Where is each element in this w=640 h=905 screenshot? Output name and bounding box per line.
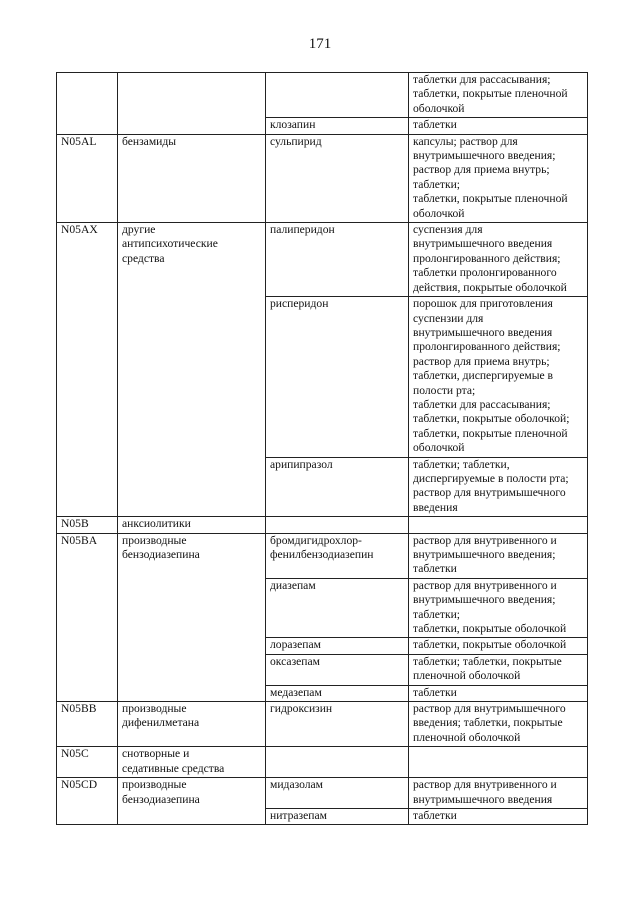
dosage-form-cell: таблетки; таблетки, покрытые пленочной оболочкой	[409, 654, 588, 685]
dosage-form-cell: таблетки	[409, 118, 588, 134]
drug-cell: лоразепам	[266, 638, 409, 654]
drug-cell	[266, 73, 409, 118]
table-row	[57, 778, 588, 809]
group-cell	[118, 73, 266, 135]
dosage-form-cell: раствор для внутривенного и внутримышечного введения; таблетки	[409, 533, 588, 578]
group-cell: снотворные и седативные средства	[118, 747, 266, 778]
dosage-form-cell: раствор для внутримышечного введения; таблетки, покрытые пленочной оболочкой	[409, 702, 588, 747]
drug-cell: рисперидон	[266, 297, 409, 457]
table-row	[57, 747, 588, 778]
group-cell: производные бензодиазепина	[118, 778, 266, 825]
page-number: 171	[308, 36, 332, 52]
atc-code-cell: N05AL	[57, 134, 118, 222]
dosage-form-cell: таблетки	[409, 685, 588, 701]
drug-table	[56, 72, 588, 825]
drug-cell: диазепам	[266, 578, 409, 638]
atc-code-cell: N05AX	[57, 223, 118, 517]
drug-cell	[266, 517, 409, 533]
group-cell: бензамиды	[118, 134, 266, 222]
atc-code-cell: N05BA	[57, 533, 118, 701]
group-cell: другие антипсихотические средства	[118, 223, 266, 517]
drug-cell: нитразепам	[266, 808, 409, 824]
dosage-form-cell: раствор для внутривенного и внутримышечного введения; таблетки; таблетки, покрытые оболочкой	[409, 578, 588, 638]
dosage-form-cell: таблетки, покрытые оболочкой	[409, 638, 588, 654]
drug-cell: мидазолам	[266, 778, 409, 809]
atc-code-cell: N05C	[57, 747, 118, 778]
drug-cell: арипипразол	[266, 457, 409, 517]
atc-code-cell: N05CD	[57, 778, 118, 825]
table-row	[57, 73, 588, 118]
table-row	[57, 223, 588, 297]
drug-cell: медазепам	[266, 685, 409, 701]
dosage-form-cell: раствор для внутривенного и внутримышечного введения	[409, 778, 588, 809]
dosage-form-cell: порошок для приготовления суспензии для внутримышечного введения пролонгированного действия; раствор для приема внутрь; таблетки, диспергируемые в полости рта; таблетки для рассасывания; таблетки, покрытые оболочкой; таблетки, покрытые пленочной оболочкой	[409, 297, 588, 457]
drug-cell: оксазепам	[266, 654, 409, 685]
group-cell: анксиолитики	[118, 517, 266, 533]
drug-cell: бромдигидрохлор- фенилбензодиазепин	[266, 533, 409, 578]
table-row	[57, 702, 588, 747]
dosage-form-cell: капсулы; раствор для внутримышечного введения; раствор для приема внутрь; таблетки; таблетки, покрытые пленочной оболочкой	[409, 134, 588, 222]
dosage-form-cell: таблетки	[409, 808, 588, 824]
drug-cell	[266, 747, 409, 778]
drug-cell: палиперидон	[266, 223, 409, 297]
drug-cell: гидроксизин	[266, 702, 409, 747]
drug-cell: сульпирид	[266, 134, 409, 222]
atc-code-cell: N05B	[57, 517, 118, 533]
atc-code-cell	[57, 73, 118, 135]
dosage-form-cell: таблетки; таблетки, диспергируемые в полости рта; раствор для внутримышечного введения	[409, 457, 588, 517]
dosage-form-cell	[409, 517, 588, 533]
table-row	[57, 517, 588, 533]
atc-code-cell: N05BB	[57, 702, 118, 747]
dosage-form-cell	[409, 747, 588, 778]
group-cell: производные дифенилметана	[118, 702, 266, 747]
dosage-form-cell: таблетки для рассасывания; таблетки, покрытые пленочной оболочкой	[409, 73, 588, 118]
table-row	[57, 134, 588, 222]
dosage-form-cell: суспензия для внутримышечного введения пролонгированного действия; таблетки пролонгированного действия, покрытые оболочкой	[409, 223, 588, 297]
table-row	[57, 533, 588, 578]
group-cell: производные бензодиазепина	[118, 533, 266, 701]
drug-cell: клозапин	[266, 118, 409, 134]
